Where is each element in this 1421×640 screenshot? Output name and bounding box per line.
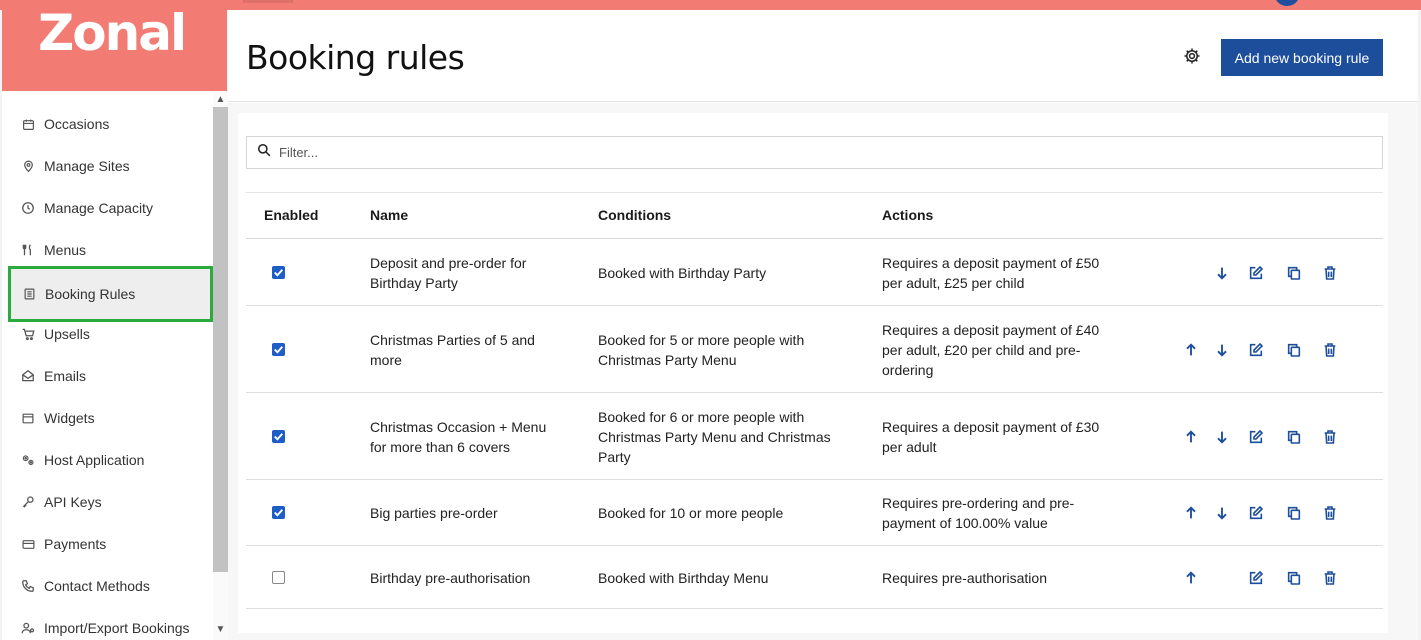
enabled-checkbox-checked[interactable] <box>272 266 285 279</box>
content-area <box>228 103 1418 640</box>
booking-rules-card <box>238 113 1388 633</box>
sidebar-item-label: Host Application <box>44 452 145 468</box>
sidebar-item-label: Booking Rules <box>45 286 136 302</box>
zonal-logo[interactable]: Zonal <box>38 4 186 62</box>
page-header <box>228 10 1418 102</box>
cell-actions: Requires a deposit payment of £30 per adult <box>882 418 1100 455</box>
sidebar-nav <box>2 100 213 640</box>
sidebar-item-label: Occasions <box>44 116 110 132</box>
sidebar-item-manage-sites[interactable] <box>8 145 213 187</box>
copy-icon[interactable] <box>1286 570 1302 586</box>
cell-conditions: Booked for 10 or more people <box>598 505 784 521</box>
table-row <box>246 306 1383 393</box>
sidebar-item-label: API Keys <box>44 494 102 510</box>
edit-icon[interactable] <box>1248 429 1264 445</box>
cell-name: Christmas Occasion + Menu for more than 6 covers <box>370 418 547 455</box>
top-bar-fragment <box>243 0 293 3</box>
cell-name: Big parties pre-order <box>370 505 498 521</box>
main-panel <box>228 10 1418 640</box>
filter-input[interactable] <box>279 145 1359 160</box>
user-avatar[interactable] <box>1274 0 1300 6</box>
settings-gear-icon[interactable] <box>1183 47 1201 65</box>
column-header-actions[interactable]: Actions <box>882 207 934 223</box>
sidebar-item-upsells[interactable] <box>8 313 213 355</box>
page-title: Booking rules <box>246 38 465 77</box>
add-booking-rule-button[interactable]: Add new booking rule <box>1221 39 1383 76</box>
cell-name: Christmas Parties of 5 and more <box>370 331 535 368</box>
move-down-arrow-icon[interactable] <box>1214 265 1230 281</box>
cell-actions: Requires pre-ordering and pre-payment of 100.00% value <box>882 495 1075 531</box>
enabled-checkbox-checked[interactable] <box>272 343 285 356</box>
move-down-arrow-icon[interactable] <box>1214 505 1230 521</box>
search-icon <box>257 143 271 162</box>
cell-actions: Requires pre-authorisation <box>882 569 1047 586</box>
clock-icon <box>20 200 36 216</box>
sidebar-item-label: Payments <box>44 536 107 552</box>
edit-icon[interactable] <box>1248 505 1264 521</box>
cell-conditions: Booked with Birthday Menu <box>598 569 769 586</box>
table-row <box>246 240 1383 306</box>
scroll-up-arrow-icon[interactable]: ▲ <box>215 93 226 105</box>
cell-actions: Requires a deposit payment of £40 per adult, £20 per child and pre-ordering <box>882 321 1100 378</box>
move-up-arrow-icon[interactable] <box>1183 342 1199 358</box>
scroll-down-arrow-icon[interactable]: ▼ <box>215 623 226 635</box>
delete-icon[interactable] <box>1322 342 1338 358</box>
table-row <box>246 546 1383 609</box>
column-header-conditions[interactable]: Conditions <box>598 207 672 223</box>
sidebar-item-label: Import/Export Bookings <box>44 620 190 636</box>
cell-conditions: Booked for 5 or more people with Christmas Party Menu <box>598 331 805 368</box>
table-header <box>246 192 1383 239</box>
column-header-name[interactable]: Name <box>370 207 409 223</box>
cell-name: Deposit and pre-order for Birthday Party <box>370 255 527 291</box>
gears-icon <box>20 452 36 468</box>
sidebar-item-menus[interactable] <box>8 229 213 271</box>
list-icon <box>21 286 37 302</box>
delete-icon[interactable] <box>1322 570 1338 586</box>
delete-icon[interactable] <box>1322 265 1338 281</box>
sidebar <box>2 0 227 640</box>
filter-box[interactable] <box>246 136 1383 169</box>
table-row <box>246 393 1383 480</box>
credit-card-icon <box>20 536 36 552</box>
enabled-checkbox-unchecked[interactable] <box>272 571 285 584</box>
sidebar-item-payments[interactable] <box>8 523 213 565</box>
copy-icon[interactable] <box>1286 265 1302 281</box>
sidebar-item-host-application[interactable] <box>8 439 213 481</box>
move-up-arrow-icon[interactable] <box>1183 429 1199 445</box>
sidebar-item-manage-capacity[interactable] <box>8 187 213 229</box>
delete-icon[interactable] <box>1322 505 1338 521</box>
cell-conditions: Booked with Birthday Party <box>598 265 767 281</box>
sidebar-item-emails[interactable] <box>8 355 213 397</box>
sidebar-item-label: Manage Sites <box>44 158 130 174</box>
map-pin-icon <box>20 158 36 174</box>
move-down-arrow-icon[interactable] <box>1214 342 1230 358</box>
edit-icon[interactable] <box>1248 265 1264 281</box>
window-icon <box>20 410 36 426</box>
sidebar-item-widgets[interactable] <box>8 397 213 439</box>
sidebar-item-label: Contact Methods <box>44 578 150 594</box>
sidebar-item-label: Emails <box>44 368 87 384</box>
key-icon <box>20 494 36 510</box>
calendar-icon <box>20 116 36 132</box>
copy-icon[interactable] <box>1286 429 1302 445</box>
column-header-enabled[interactable]: Enabled <box>264 207 319 223</box>
table-row <box>246 480 1383 546</box>
brand-header <box>2 0 227 91</box>
move-up-arrow-icon[interactable] <box>1183 505 1199 521</box>
email-icon <box>20 368 36 384</box>
enabled-checkbox-checked[interactable] <box>272 430 285 443</box>
cart-icon <box>20 326 36 342</box>
move-down-arrow-icon[interactable] <box>1214 429 1230 445</box>
enabled-checkbox-checked[interactable] <box>272 506 285 519</box>
move-up-arrow-icon[interactable] <box>1183 570 1199 586</box>
sidebar-item-contact-methods[interactable] <box>8 565 213 607</box>
phone-icon <box>20 578 36 594</box>
sidebar-item-import-export-bookings[interactable] <box>8 607 213 640</box>
users-gear-icon <box>20 620 36 636</box>
sidebar-item-api-keys[interactable] <box>8 481 213 523</box>
edit-icon[interactable] <box>1248 342 1264 358</box>
sidebar-item-label: Upsells <box>44 326 90 342</box>
copy-icon[interactable] <box>1286 505 1302 521</box>
cell-actions: Requires a deposit payment of £50 per adult, £25 per child <box>882 255 1100 291</box>
sidebar-item-occasions[interactable] <box>8 103 213 145</box>
cell-conditions: Booked for 6 or more people with Christmas Party Menu and Christmas Party <box>598 408 831 465</box>
delete-icon[interactable] <box>1322 429 1338 445</box>
cell-name: Birthday pre-authorisation <box>370 569 531 586</box>
cutlery-icon <box>20 242 36 258</box>
edit-icon[interactable] <box>1248 570 1264 586</box>
sidebar-item-label: Widgets <box>44 410 95 426</box>
sidebar-scrollbar-thumb[interactable] <box>213 107 228 572</box>
copy-icon[interactable] <box>1286 342 1302 358</box>
sidebar-item-label: Menus <box>44 242 87 258</box>
sidebar-item-label: Manage Capacity <box>44 200 153 216</box>
